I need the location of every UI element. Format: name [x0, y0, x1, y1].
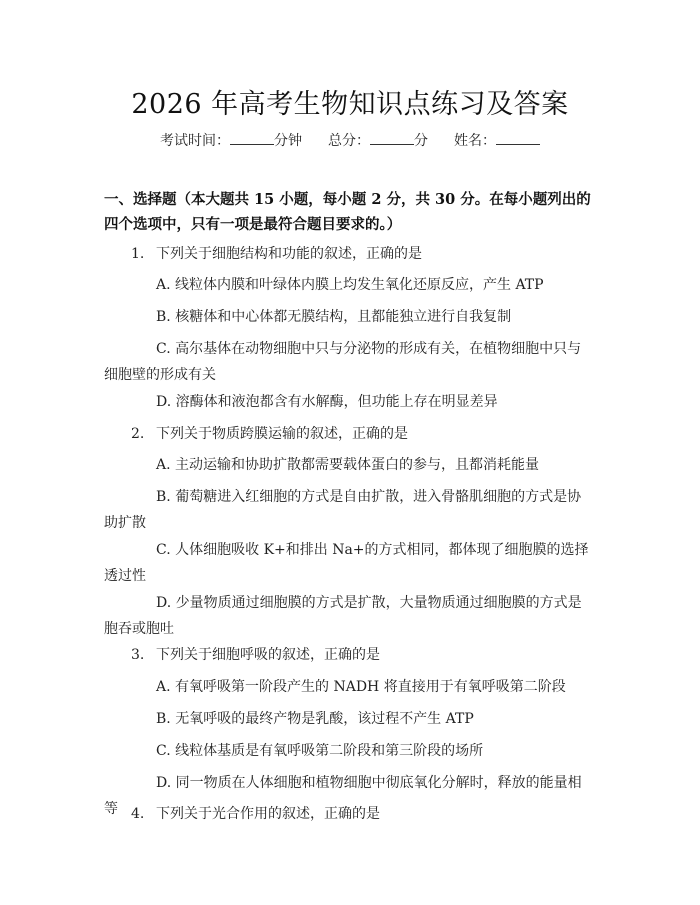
option-c: C. 线粒体基质是有氧呼吸第二阶段和第三阶段的场所 — [156, 743, 484, 759]
option-c: C. 高尔基体在动物细胞中只与分泌物的形成有关，在植物细胞中只与细胞壁的形成有关 — [104, 341, 582, 383]
option-b: B. 无氧呼吸的最终产物是乳酸，该过程不产生 ATP — [156, 711, 474, 727]
question-text: 下列关于物质跨膜运输的叙述，正确的是 — [156, 426, 408, 442]
exam-meta-line — [0, 130, 700, 150]
section-heading: 一、选择题（本大题共 15 小题，每小题 2 分，共 30 分。在每小题列出的四个选项中，只有一项是最符合题目要求的。） — [104, 191, 591, 233]
name-label: 姓名： — [454, 133, 496, 149]
question-text: 下列关于细胞结构和功能的叙述，正确的是 — [156, 246, 422, 262]
question-text: 下列关于细胞呼吸的叙述，正确的是 — [156, 647, 380, 663]
option-d: D. 同一物质在人体细胞和植物细胞中彻底氧化分解时，释放的能量相等 — [104, 775, 582, 817]
name-blank — [496, 132, 540, 145]
question-stem — [131, 241, 591, 267]
score-label: 总分： — [328, 133, 370, 149]
option-d: D. 溶酶体和液泡都含有水解酶，但功能上存在明显差异 — [156, 394, 498, 410]
question-stem — [131, 801, 591, 827]
question-text: 下列关于光合作用的叙述，正确的是 — [156, 806, 380, 822]
score-unit: 分 — [414, 133, 428, 149]
option-b: B. 葡萄糖进入红细胞的方式是自由扩散，进入骨骼肌细胞的方式是协助扩散 — [104, 489, 582, 531]
option-a: A. 主动运输和协助扩散都需要载体蛋白的参与，且都消耗能量 — [156, 457, 540, 473]
question-number: 4. — [131, 806, 145, 822]
option-a: A. 线粒体内膜和叶绿体内膜上均发生氧化还原反应，产生 ATP — [156, 277, 544, 293]
question-number: 3. — [131, 647, 145, 663]
time-label: 考试时间： — [160, 133, 230, 149]
option-a: A. 有氧呼吸第一阶段产生的 NADH 将直接用于有氧呼吸第二阶段 — [156, 679, 566, 695]
time-unit: 分钟 — [274, 133, 302, 149]
question-stem — [131, 642, 591, 668]
option-d: D. 少量物质通过细胞膜的方式是扩散，大量物质通过细胞膜的方式是胞吞或胞吐 — [104, 595, 582, 637]
score-blank — [370, 132, 414, 145]
document-title: 2026 年高考生物知识点练习及答案 — [131, 89, 569, 120]
option-b: B. 核糖体和中心体都无膜结构，且都能独立进行自我复制 — [156, 309, 512, 325]
question-stem — [131, 421, 591, 447]
question-number: 1. — [131, 246, 145, 262]
time-blank — [230, 132, 274, 145]
option-c: C. 人体细胞吸收 K+和排出 Na+的方式相同，都体现了细胞膜的选择透过性 — [104, 542, 589, 584]
question-number: 2. — [131, 426, 145, 442]
